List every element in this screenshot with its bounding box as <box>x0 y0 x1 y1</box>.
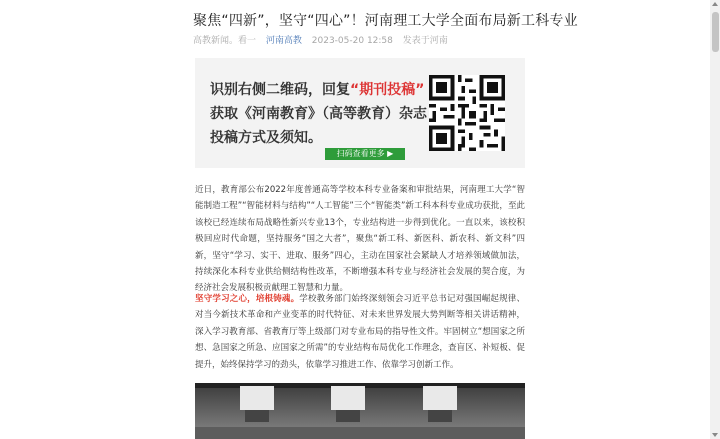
promo-banner[interactable] <box>195 58 525 168</box>
article-title: 聚焦“四新”，坚守“四心”！河南理工大学全面布局新工科专业 <box>193 13 578 29</box>
meta-source: 高教新闻。看一 <box>193 36 257 46</box>
qr-code-icon <box>429 75 505 151</box>
banner-line-2: 获取《河南教育》（高等教育）杂志 <box>210 106 427 122</box>
banner-highlight: “期刊投稿” <box>350 82 425 98</box>
banner-line-3: 投稿方式及须知。 <box>210 130 322 146</box>
scroll-down-icon[interactable] <box>712 433 718 437</box>
meta-location: 发表于河南 <box>402 36 448 46</box>
paragraph-2-highlight: 坚守学习之心，培根铸魂。 <box>195 294 300 304</box>
scan-more-button[interactable]: 扫码查看更多 ▶ <box>325 148 405 160</box>
banner-text <box>210 78 427 150</box>
meta-datetime: 2023-05-20 12:58 <box>311 36 393 46</box>
auditorium-photo-image <box>195 383 525 439</box>
banner-line-1-prefix: 识别右侧二维码，回复 <box>210 82 350 98</box>
scroll-up-icon[interactable] <box>712 2 718 6</box>
qr-code-image <box>429 75 505 151</box>
paragraph-1: 近日，教育部公布2022年度普通高等学校本科专业备案和审批结果，河南理工大学“智能制造工程”“智能材料与结构”“人工智能”三个“智能类”新工科本科专业成功获批，至此该校已经连续布局战略性新兴专业13个，专业结构进一步得到优化。一直以来，该校积极回应时代命题，坚持服务“国之大者”，聚焦“新工科、新医科、新农科、新文科”四新，坚守“学习、实干、进取、服务”四心，主动在国家社会紧缺人才培养领域做加法，持续深化本科专业供给侧结构性改革，不断增强本科专业与经济社会发展的契合度，为经济社会发展积极贡献理工智慧和力量。 <box>195 185 525 294</box>
vertical-scrollbar[interactable] <box>710 0 720 439</box>
article-meta <box>193 33 455 46</box>
meta-column-link[interactable]: 河南高教 <box>265 36 302 46</box>
paragraph-2 <box>195 291 525 373</box>
paragraph-2-body: 学校教务部门始终深刻领会习近平总书记对强国崛起规律、对当今新技术革命和产业变革的时代特征、对未来世界发展大势判断等相关讲话精神，深入学习教育部、省教育厅等上级部门对专业布局的指导性文件。牢固树立“想国家之所想、急国家之所急、应国家之所需”的专业结构布局优化工作理念，查盲区、补短板、促提升，始终保持学习的劲头，依靠学习推进工作、依靠学习创新工作。 <box>195 294 525 370</box>
article-photo <box>195 383 525 439</box>
banner-line-1 <box>210 78 427 102</box>
scrollbar-thumb[interactable] <box>712 12 719 52</box>
